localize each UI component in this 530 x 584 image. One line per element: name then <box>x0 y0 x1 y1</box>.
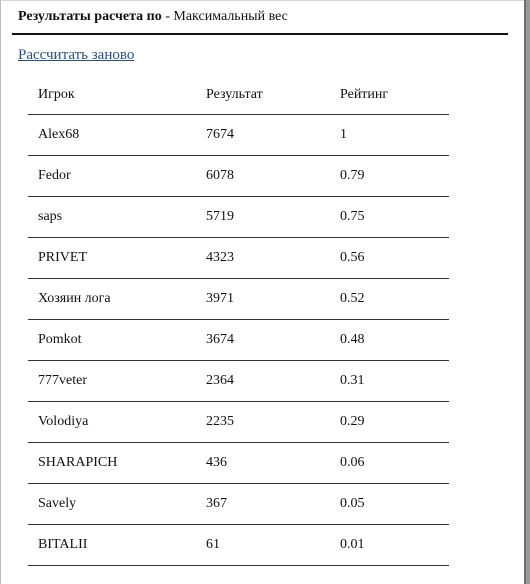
player-cell: Volodiya <box>38 414 89 429</box>
player-cell: Pomkot <box>38 332 82 347</box>
table-row <box>28 484 449 525</box>
result-cell: 6078 <box>206 168 234 183</box>
rating-cell: 1 <box>340 127 347 142</box>
player-cell: Fedor <box>38 168 71 183</box>
column-header-player: Игрок <box>38 86 75 102</box>
result-cell: 5719 <box>206 209 234 224</box>
rating-cell: 0.48 <box>340 332 365 347</box>
window-right-edge <box>524 0 530 584</box>
player-cell: Хозяин лога <box>38 291 111 306</box>
result-cell: 436 <box>206 455 227 470</box>
result-cell: 367 <box>206 496 227 511</box>
recalculate-link[interactable]: Рассчитать заново <box>18 47 135 63</box>
rating-cell: 0.52 <box>340 291 365 306</box>
result-cell: 3971 <box>206 291 234 306</box>
table-row <box>28 197 449 238</box>
rating-cell: 0.29 <box>340 414 365 429</box>
table-header-row <box>28 75 449 115</box>
table-row <box>28 238 449 279</box>
table-row <box>28 525 449 566</box>
rating-cell: 0.06 <box>340 455 365 470</box>
player-cell: Alex68 <box>38 127 80 142</box>
table-row <box>28 320 449 361</box>
result-cell: 7674 <box>206 127 234 142</box>
column-header-rating: Рейтинг <box>340 86 389 102</box>
table-row <box>28 156 449 197</box>
table-row <box>28 115 449 156</box>
player-cell: 777veter <box>38 373 87 388</box>
result-cell: 3674 <box>206 332 234 347</box>
rating-cell: 0.75 <box>340 209 365 224</box>
header-title: Результаты расчета по <box>18 9 162 24</box>
results-table <box>28 75 449 566</box>
player-cell: Savely <box>38 496 77 511</box>
rating-cell: 0.56 <box>340 250 365 265</box>
rating-cell: 0.05 <box>340 496 365 511</box>
rating-cell: 0.01 <box>340 537 365 552</box>
result-cell: 61 <box>206 537 220 552</box>
player-cell: BITALII <box>38 537 88 552</box>
rating-cell: 0.79 <box>340 168 365 183</box>
result-cell: 2364 <box>206 373 234 388</box>
result-cell: 2235 <box>206 414 234 429</box>
player-cell: saps <box>38 209 63 224</box>
player-cell: SHARAPICH <box>38 455 118 470</box>
player-cell: PRIVET <box>38 250 87 265</box>
result-cell: 4323 <box>206 250 234 265</box>
table-row <box>28 361 449 402</box>
table-row <box>28 279 449 320</box>
header-subtitle: - Максимальный вес <box>161 9 288 24</box>
table-row <box>28 402 449 443</box>
header-divider <box>12 33 508 35</box>
table-row <box>28 443 449 484</box>
page-header <box>18 7 508 27</box>
column-header-result: Результат <box>206 86 263 102</box>
rating-cell: 0.31 <box>340 373 365 388</box>
